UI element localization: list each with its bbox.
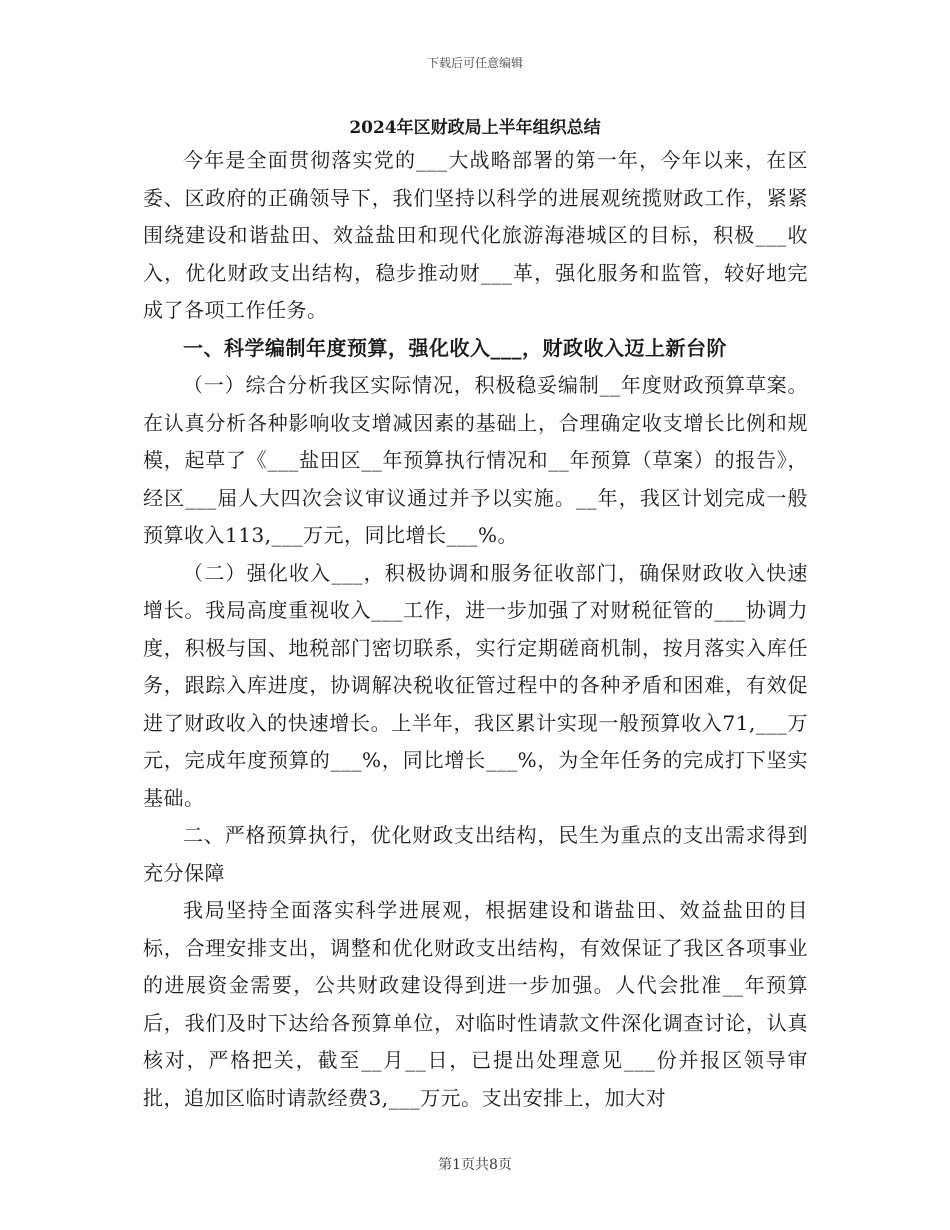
section-heading-1: 一、科学编制年度预算，强化收入___，财政收入迈上新台阶 [183, 335, 727, 360]
body-paragraph: （二）强化收入___，积极协调和服务征收部门，确保财政收入快速增长。我局高度重视收入___工作，进一步加强了对财税征管的___协调力度，积极与国、地税部门密切联系，实行定期磋商机制，按月落实入库任务，跟踪入库进度，协调解决税收征管过程中的各种矛盾和困难，有效促进了财政收入的快速增长。上半年，我区累计实现一般预算收入71,___万元，完成年度预算的___%，同比增长___%，为全年任务的完成打下坚实基础。 [143, 560, 808, 810]
page-number: 第1页共8页 [438, 1157, 512, 1173]
document-title: 2024年区财政局上半年组织总结 [349, 118, 601, 138]
body-paragraph: 我局坚持全面落实科学进展观，根据建设和谐盐田、效益盐田的目标，合理安排支出，调整和优化财政支出结构，有效保证了我区各项事业的进展资金需要，公共财政建设得到进一步加强。人代会批准__年预算后，我们及时下达给各预算单位，对临时性请款文件深化调查讨论，认真核对，严格把关，截至__月__日，已提出处理意见___份并报区领导审批，追加区临时请款经费3,___万元。支出安排上，加大对 [143, 898, 808, 1110]
section-heading-2: 二、严格预算执行，优化财政支出结构，民生为重点的支出需求得到充分保障 [143, 823, 808, 885]
document-body [143, 142, 808, 1117]
intro-paragraph: 今年是全面贯彻落实党的___大战略部署的第一年，今年以来，在区委、区政府的正确领导下，我们坚持以科学的进展观统揽财政工作，紧紧围绕建设和谐盐田、效益盐田和现代化旅游海港城区的目标，积极___收入，优化财政支出结构，稳步推动财___革，强化服务和监管，较好地完成了各项工作任务。 [143, 148, 808, 322]
body-paragraph: （一）综合分析我区实际情况，积极稳妥编制__年度财政预算草案。在认真分析各种影响收支增减因素的基础上，合理确定收支增长比例和规模，起草了《___盐田区__年预算执行情况和__年预算（草案）的报告》，经区___届人大四次会议审议通过并予以实施。__年，我区计划完成一般预算收入113,___万元，同比增长___%。 [143, 373, 808, 547]
page-header-note: 下载后可任意编辑 [426, 56, 523, 70]
